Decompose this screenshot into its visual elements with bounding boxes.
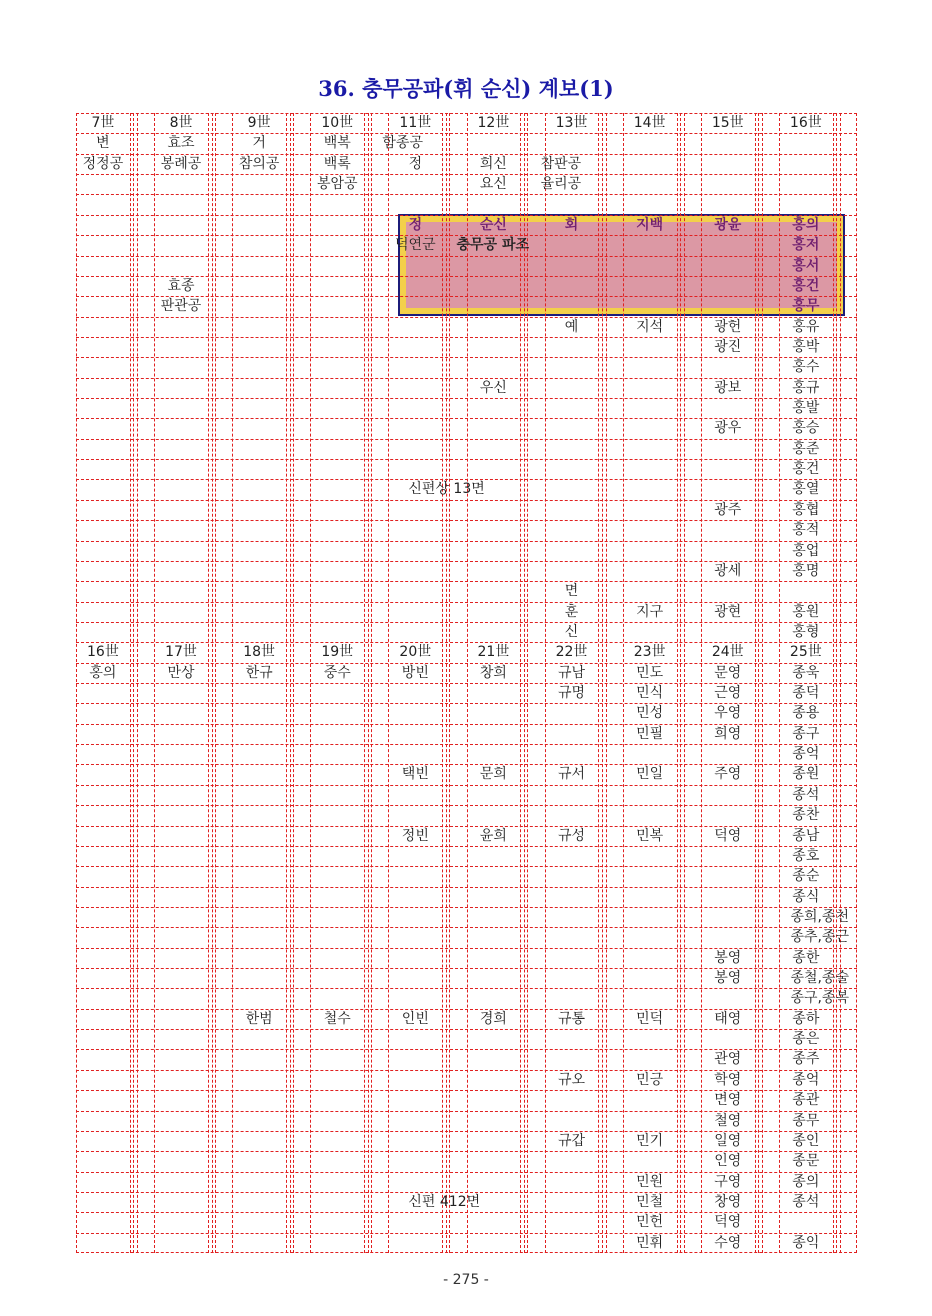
grid-hline	[76, 887, 857, 888]
table-cell: 홍명	[792, 562, 820, 579]
table-cell: 우영	[714, 705, 742, 722]
table-cell: 종무	[792, 1112, 820, 1129]
table-cell: 11世	[399, 115, 432, 131]
table-cell: 종의	[792, 1173, 820, 1190]
table-cell: 광현	[714, 603, 742, 620]
grid-hline	[76, 194, 857, 195]
table-cell: 경희	[479, 1010, 507, 1027]
table-cell: 봉영	[714, 970, 742, 986]
table-cell: 민일	[636, 766, 664, 783]
table-cell: 규명	[558, 685, 586, 701]
grid-hline	[76, 256, 857, 257]
table-cell: 방빈	[401, 664, 429, 681]
table-cell: 종문	[792, 1153, 820, 1170]
table-cell: 23世	[633, 644, 666, 661]
table-cell: 24世	[711, 644, 744, 661]
table-cell: 정빈	[401, 827, 429, 844]
table-cell: 22世	[555, 644, 588, 661]
table-cell: 홍규	[792, 379, 820, 396]
table-cell: 종억	[792, 746, 820, 763]
grid-hline	[76, 520, 857, 521]
table-cell: 민긍	[636, 1071, 664, 1088]
table-cell: 율리공	[540, 176, 582, 193]
grid-hline	[76, 988, 857, 989]
table-cell: 구영	[714, 1173, 742, 1190]
table-cell: 태영	[714, 1010, 742, 1027]
table-cell: 홍협	[792, 501, 820, 518]
table-cell: 한범	[245, 1010, 273, 1027]
table-cell: 광윤	[714, 216, 742, 233]
table-cell: 홍준	[792, 440, 820, 457]
page-number: - 275 -	[443, 1272, 489, 1288]
grid-hline	[76, 541, 857, 542]
table-cell: 창영	[714, 1193, 742, 1210]
table-cell: 9世	[247, 115, 271, 131]
table-cell: 희영	[714, 725, 742, 742]
table-cell: 7世	[91, 115, 115, 131]
grid-hline	[76, 622, 857, 623]
table-cell: 정정공	[82, 155, 124, 172]
table-cell: 민휘	[636, 1234, 664, 1251]
table-cell: 종원	[792, 766, 820, 783]
table-cell: 종주	[792, 1051, 820, 1068]
table-cell: 홍수	[792, 359, 820, 376]
table-cell: 종남	[792, 827, 820, 844]
table-cell: 종인	[792, 1132, 820, 1149]
table-cell: 문영	[714, 664, 742, 681]
table-cell: 효조	[167, 135, 195, 152]
table-cell: 규갑	[558, 1132, 586, 1149]
table-cell: 12世	[477, 115, 510, 131]
table-cell: 19世	[321, 644, 354, 661]
table-cell: 덕연군	[395, 237, 436, 254]
table-cell: 홍건	[792, 277, 820, 294]
table-cell: 13世	[555, 115, 588, 131]
table-cell: 20世	[399, 644, 432, 661]
grid-hline	[76, 1029, 857, 1030]
table-cell: 면	[564, 583, 579, 600]
table-cell: 함종공	[382, 135, 423, 152]
table-cell: 홍업	[792, 542, 820, 559]
table-cell: 민도	[636, 664, 664, 681]
table-cell: 거	[252, 135, 266, 152]
table-cell: 순신	[479, 216, 507, 233]
table-cell: 홍열	[792, 481, 820, 498]
table-cell: 종석	[792, 1193, 820, 1210]
table-cell: 민필	[636, 725, 664, 742]
table-cell: 예	[564, 318, 579, 335]
table-cell: 수영	[714, 1234, 742, 1251]
table-cell: 14世	[633, 115, 666, 131]
table-cell: 종덕	[792, 685, 820, 701]
table-cell: 광보	[714, 379, 742, 396]
table-cell: 종찬	[792, 807, 820, 824]
table-cell: 철수	[323, 1010, 351, 1027]
table-cell: 회	[564, 216, 579, 233]
table-cell: 한규	[245, 664, 273, 681]
genealogy-table	[76, 113, 857, 1253]
table-cell: 홍저	[792, 237, 820, 254]
table-cell: 규남	[558, 664, 586, 681]
table-cell: 8世	[169, 115, 193, 131]
table-cell: 철영	[714, 1112, 742, 1129]
grid-hline	[76, 744, 857, 745]
table-cell: 민성	[636, 705, 664, 722]
table-cell: 종욱	[792, 664, 820, 681]
table-cell: 판관공	[160, 298, 202, 315]
page-title: 36. 충무공파(휘 순신) 계보(1)	[318, 76, 614, 101]
table-cell: 홍서	[792, 257, 820, 274]
table-cell: 종억	[792, 1071, 820, 1088]
grid-hline	[76, 581, 857, 582]
table-cell: 21世	[477, 644, 510, 661]
table-cell: 민기	[636, 1132, 664, 1149]
table-cell: 25世	[789, 644, 822, 661]
table-cell: 종구	[792, 725, 820, 742]
table-cell: 종철,종술	[790, 970, 849, 986]
table-cell: 백복	[323, 135, 351, 152]
table-cell: 효종	[167, 277, 195, 294]
table-cell: 민식	[636, 685, 664, 701]
table-cell: 홍무	[792, 298, 820, 315]
grid-hline	[76, 785, 857, 786]
table-cell: 참판공	[540, 155, 582, 172]
table-cell: 정	[408, 216, 423, 233]
table-cell: 신편상 13면	[408, 481, 485, 498]
table-cell: 종추,종근	[790, 929, 849, 946]
table-cell: 일영	[714, 1132, 742, 1149]
table-cell: 홍적	[792, 522, 820, 539]
table-cell: 종석	[792, 786, 820, 803]
table-cell: 백록	[323, 155, 351, 172]
grid-hline	[76, 398, 857, 399]
table-cell: 충무공 파조	[456, 237, 529, 254]
table-cell: 홍형	[792, 623, 820, 640]
table-cell: 신편 412면	[408, 1193, 481, 1210]
table-cell: 지석	[636, 318, 664, 335]
table-cell: 민철	[636, 1193, 664, 1210]
table-cell: 종용	[792, 705, 820, 722]
table-cell: 택빈	[401, 766, 429, 783]
table-cell: 인영	[714, 1153, 742, 1170]
table-cell: 봉암공	[316, 176, 358, 193]
table-cell: 정	[408, 155, 423, 172]
table-cell: 민복	[636, 827, 664, 844]
table-cell: 10世	[321, 115, 354, 131]
table-cell: 18世	[243, 644, 276, 661]
grid-hline	[76, 805, 857, 806]
table-cell: 신	[564, 623, 579, 640]
table-cell: 창희	[479, 664, 507, 681]
table-cell: 종희,종천	[790, 908, 849, 925]
table-cell: 문희	[479, 766, 507, 783]
grid-hline	[76, 907, 857, 908]
table-cell: 희신	[479, 155, 507, 172]
table-cell: 홍박	[792, 338, 820, 355]
table-cell: 종하	[792, 1010, 820, 1027]
table-cell: 종구,종복	[790, 990, 849, 1007]
table-cell: 광헌	[714, 318, 742, 335]
table-cell: 근영	[714, 685, 742, 701]
table-cell: 규오	[558, 1071, 586, 1088]
table-cell: 봉영	[714, 949, 742, 966]
table-cell: 지구	[636, 603, 664, 620]
table-cell: 종식	[792, 888, 820, 905]
table-cell: 윤희	[479, 827, 507, 844]
table-cell: 17世	[165, 644, 197, 661]
table-cell: 종관	[792, 1092, 820, 1109]
table-cell: 16世	[87, 644, 119, 661]
grid-hline	[76, 459, 857, 460]
table-cell: 훈	[564, 603, 579, 620]
table-cell: 종익	[792, 1234, 820, 1251]
table-cell: 홍승	[792, 420, 820, 437]
table-cell: 지백	[636, 216, 664, 233]
grid-hline	[76, 357, 857, 358]
table-cell: 변	[96, 135, 110, 152]
table-cell: 덕영	[714, 1214, 742, 1231]
table-cell: 덕영	[714, 827, 742, 844]
table-cell: 인빈	[401, 1010, 429, 1027]
table-cell: 중수	[323, 664, 351, 681]
table-cell: 광진	[714, 338, 742, 355]
table-cell: 만상	[167, 664, 195, 681]
table-cell: 민덕	[636, 1010, 664, 1027]
table-cell: 종은	[792, 1031, 820, 1048]
table-cell: 종순	[792, 868, 820, 885]
table-cell: 광우	[714, 420, 742, 437]
table-cell: 관영	[714, 1051, 742, 1068]
table-cell: 16世	[789, 115, 822, 131]
table-cell: 요신	[479, 176, 507, 193]
table-cell: 규통	[558, 1010, 586, 1027]
table-cell: 홍건	[792, 461, 820, 478]
table-cell: 종호	[792, 847, 820, 864]
table-cell: 봉례공	[160, 155, 202, 172]
table-cell: 광세	[714, 562, 742, 579]
grid-hline	[76, 439, 857, 440]
table-cell: 면영	[714, 1092, 742, 1109]
grid-hline	[76, 866, 857, 867]
grid-hline	[76, 846, 857, 847]
table-cell: 홍의	[792, 216, 820, 233]
table-cell: 주영	[714, 766, 742, 783]
grid-hline	[76, 927, 857, 928]
table-cell: 15世	[711, 115, 744, 131]
table-cell: 학영	[714, 1071, 742, 1088]
table-cell: 우신	[479, 379, 507, 396]
table-cell: 참의공	[238, 155, 280, 172]
table-cell: 규성	[558, 827, 586, 844]
table-cell: 민헌	[636, 1214, 664, 1231]
table-cell: 민원	[636, 1173, 664, 1190]
table-cell: 홍원	[792, 603, 820, 620]
table-cell: 규서	[558, 766, 586, 783]
table-cell: 홍의	[89, 664, 117, 681]
table-cell: 종한	[792, 949, 820, 966]
table-cell: 홍유	[792, 318, 820, 335]
table-cell: 홍발	[792, 400, 820, 416]
table-cell: 광주	[714, 501, 742, 518]
